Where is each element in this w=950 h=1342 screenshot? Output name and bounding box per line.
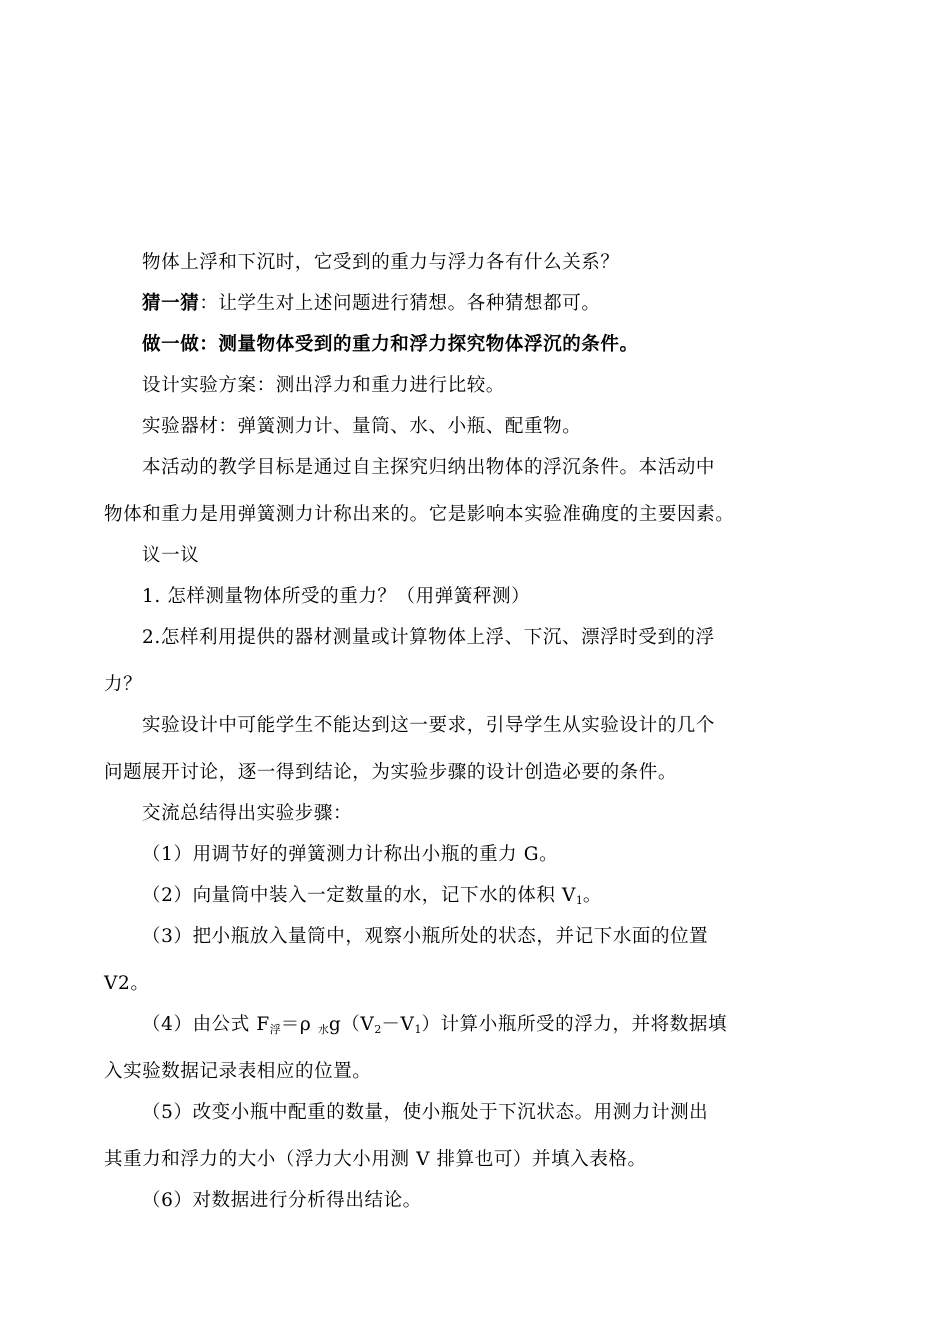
step-2 [142, 884, 602, 913]
step-5-line2: 其重力和浮力的大小（浮力大小用测 V 排算也可）并填入表格。 [104, 1149, 647, 1170]
paragraph-design-note-line1: 实验设计中可能学生不能达到这一要求，引导学生从实验设计的几个 [142, 715, 716, 736]
paragraph-design-note-line2: 问题展开讨论，逐一得到结论，为实验步骤的设计创造必要的条件。 [104, 762, 678, 783]
paragraph-goal-line2: 物体和重力是用弹簧测力计称出来的。它是影响本实验准确度的主要因素。 [104, 504, 735, 525]
step-3-line1: （3）把小瓶放入量筒中，观察小瓶所处的状态，并记下水面的位置 [142, 926, 709, 947]
paragraph-guess [142, 292, 600, 316]
guess-colon: ： [199, 293, 219, 314]
step-5-line1: （5）改变小瓶中配重的数量，使小瓶处于下沉状态。用测力计测出 [142, 1102, 709, 1123]
paragraph-materials: 实验器材：弹簧测力计、量筒、水、小瓶、配重物。 [142, 416, 582, 437]
step-4-text-d: －V [381, 1014, 415, 1035]
step-2-end: 。 [582, 885, 603, 906]
step-4-text-c: g（V [328, 1014, 375, 1035]
step-4-text-e: ）计算小瓶所受的浮力，并将数据填 [421, 1014, 728, 1035]
step-2-text: （2）向量筒中装入一定数量的水，记下水的体积 V [142, 885, 576, 906]
guess-text: 让学生对上述问题进行猜想。各种猜想都可。 [218, 293, 601, 314]
paragraph-goal-line1: 本活动的教学目标是通过自主探究归纳出物体的浮沉条件。本活动中 [142, 457, 716, 478]
paragraph-do-it: 做一做：测量物体受到的重力和浮力探究物体浮沉的条件。 [142, 334, 639, 355]
step-4-sub-water: 水 [317, 1023, 329, 1036]
paragraph-discuss-heading: 议一议 [142, 545, 200, 566]
step-3-line2: V2。 [104, 973, 150, 994]
step-4-sub-buoyancy: 浮 [269, 1023, 281, 1036]
step-4-line1 [142, 1013, 727, 1042]
question-2-line1: 2.怎样利用提供的器材测量或计算物体上浮、下沉、漂浮时受到的浮 [142, 627, 715, 648]
paragraph-design-plan: 设计实验方案：测出浮力和重力进行比较。 [142, 375, 505, 396]
step-4-sub-v1: 1 [414, 1023, 422, 1036]
step-4-text-a: （4）由公式 F [142, 1014, 270, 1035]
step-4-sub-v2: 2 [374, 1023, 382, 1036]
question-1: 1. 怎样测量物体所受的重力？（用弹簧秤测） [142, 586, 531, 607]
paragraph-question: 物体上浮和下沉时，它受到的重力与浮力各有什么关系？ [142, 252, 620, 273]
step-1: （1）用调节好的弹簧测力计称出小瓶的重力 G。 [142, 844, 559, 865]
guess-label: 猜一猜 [142, 293, 200, 314]
step-6: （6）对数据进行分析得出结论。 [142, 1190, 422, 1211]
step-2-subscript: 1 [575, 894, 583, 907]
step-4-text-b: ＝ρ [280, 1014, 318, 1035]
question-2-line2: 力？ [104, 674, 143, 695]
step-4-line2: 入实验数据记录表相应的位置。 [104, 1061, 372, 1082]
paragraph-steps-heading: 交流总结得出实验步骤： [142, 803, 353, 824]
